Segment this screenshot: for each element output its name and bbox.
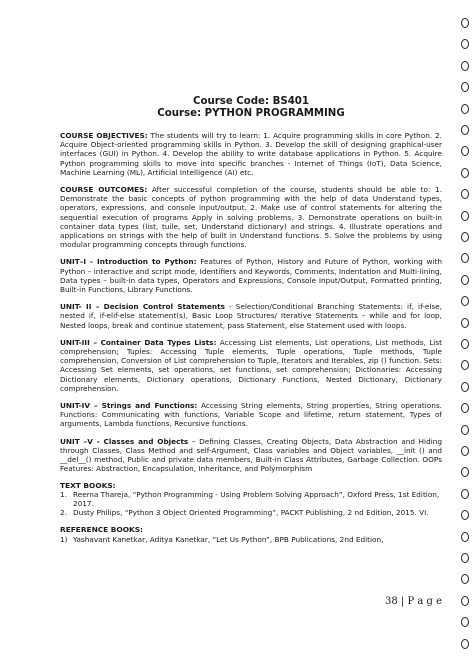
binder-ring (461, 318, 469, 328)
binder-ring (461, 18, 469, 28)
binder-ring (461, 168, 469, 178)
binder-ring (461, 574, 469, 584)
page-number: 38 | P a g e (385, 596, 442, 607)
text-book-number: 2. (60, 508, 67, 518)
reference-book-number: 1) (60, 534, 68, 544)
unit-4-label: UNIT-IV – Strings and Functions: (60, 401, 198, 411)
binder-ring (461, 39, 469, 49)
text-book-text: Reema Thareja, “Python Programming - Using Problem Solving Approach”, Oxford Press, 1st Edition, 2017. (73, 489, 440, 508)
binder-ring (461, 467, 469, 477)
course-title: Course: PYTHON PROGRAMMING (157, 108, 345, 119)
binder-ring (461, 553, 469, 563)
unit-2-label: UNIT- II – Decision Control Statements (60, 302, 225, 312)
reference-book-item (60, 535, 442, 544)
binder-ring (461, 146, 469, 156)
course-objectives-text: The students will try to learn: 1. Acquire programming skills in core Python. 2. Acquire Object-oriented programming skills in Python. 3. Develop the skill of designing graphical-user interfaces (GUI) in Python. 4. Develop the ability to write database applications in Python. 5. Acquire Python programming skills to move into specific branches - Internet of Things (IoT), Data Science, Machine Learning (ML), Artificial Intelligence (AI) etc. (60, 131, 443, 177)
unit-5-text: – Defining Classes, Creating Objects, Data Abstraction and Hiding through Classes, Class Method and self-Argument, Class variables and Object variables, __init () and __del__() method, Public and private data members, Built-in Class Attributes, Garbage Collection. OOPs Features: Abstraction, Encapsulation, Inheritance, and Polymorphism (60, 436, 442, 474)
unit-1-label: UNIT–I - Introduction to Python: (60, 257, 197, 267)
unit-1 (60, 257, 442, 294)
unit-4 (60, 401, 442, 429)
binder-ring (461, 617, 469, 627)
course-objectives-label: COURSE OBJECTIVES: (60, 131, 148, 140)
course-outcomes-label: COURSE OUTCOMES: (60, 185, 148, 195)
course-objectives (60, 131, 442, 177)
binder-ring (461, 253, 469, 263)
text-book-number: 1. (60, 489, 67, 499)
binder-ring (461, 510, 469, 520)
binder-rings (460, 0, 474, 665)
binder-ring (461, 382, 469, 392)
binder-ring (461, 639, 469, 649)
binder-ring (461, 446, 469, 456)
reference-books-heading: REFERENCE BOOKS: (60, 525, 144, 535)
binder-ring (461, 425, 469, 435)
text-book-item (60, 490, 442, 508)
unit-4-text: Accessing String elements, String properties, String operations. Functions: Communicating with functions, Variable Scope and lifetime, return statement, Types of arguments, Lambda functions, Recursive functions. (60, 401, 442, 429)
course-outcomes (60, 185, 442, 249)
binder-ring (461, 403, 469, 413)
unit-5 (60, 437, 442, 474)
unit-1-text: Features of Python, History and Future of Python, working with Python – interactive and script mode, Identifiers and Keywords, Comments, Indentation and Multi-lining, Data types – built-in data types, Operators and Expressions, Console Input/Output, Formatted printing, Built-in Functions, Library Functions. (60, 257, 442, 295)
unit-2 (60, 302, 442, 330)
unit-5-label: UNIT –V - Classes and Objects (60, 436, 189, 446)
text-book-text: Dusty Philips, “Python 3 Object Oriented Programming”, PACKT Publishing, 2 nd Edition, 2015. VI. (73, 508, 429, 518)
binder-ring (461, 189, 469, 199)
document-page (60, 96, 442, 544)
course-code: Course Code: BS401 (193, 96, 309, 107)
text-books-heading: TEXT BOOKS: (60, 480, 116, 490)
binder-ring (461, 532, 469, 542)
binder-ring (461, 296, 469, 306)
binder-ring (461, 125, 469, 135)
binder-ring (461, 360, 469, 370)
binder-ring (461, 104, 469, 114)
unit-3-label: UNIT-III – Container Data Types Lists: (60, 337, 217, 347)
text-book-item (60, 508, 442, 517)
binder-ring (461, 61, 469, 71)
binder-ring (461, 82, 469, 92)
course-outcomes-text: After successful completion of the course, students should be able to: 1. Demonstrate the basic concepts of python programming with the help of data Understand types, operators, expressions, and console input/output. 2. Make use of control statements for altering the sequential execution of programs Apply in solving problems. 3. Demonstrate operations on built-in container data types (list, tuile, set, Understand dictionary) and strings. 4. Illustrate operations and applications on strings with the help of built in Understand functions. 5. Solve the problems by using modular programming concepts through functions. (60, 185, 443, 250)
binder-ring (461, 275, 469, 285)
unit-3-text: Accessing List elements, List operations, List methods, List comprehension; Tuples: Accessing Tuple elements, Tuple operations, Tuple methods, Tuple comprehension, Conversion of List comprehension to Tuple, Iterators and Iterables, zip () function. Sets: Accessing Set elements, set operations, set functions, set comprehension; Dictionaries: Accessing Dictionary elements, Dictionary operations, Dictionary Functions, Nested Dictionary, Dictionary comprehension. (60, 337, 442, 393)
unit-2-text: - Selection/Conditional Branching Statements: if, if-else, nested if, if-elif-else statement(s), Basic Loop Structures/ Iterative Statements – while and for loop, Nested loops, break and continue statement, pass Statement, else Statement used with loops. (60, 302, 442, 330)
reference-book-text: Yashavant Kanetkar, Aditya Kanetkar, “Let Us Python”, BPB Publications, 2nd Edition, (73, 534, 384, 544)
binder-ring (461, 596, 469, 606)
binder-ring (461, 489, 469, 499)
binder-ring (461, 339, 469, 349)
binder-ring (461, 232, 469, 242)
unit-3 (60, 338, 442, 393)
binder-ring (461, 211, 469, 221)
